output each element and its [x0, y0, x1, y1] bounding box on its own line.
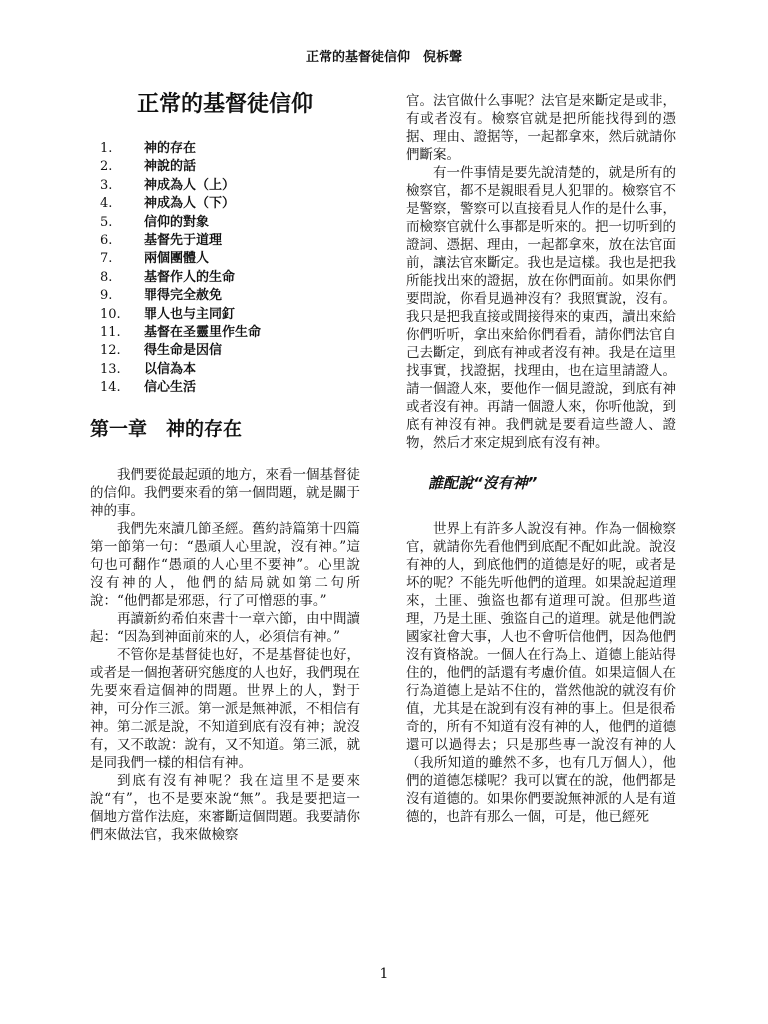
toc-item: 11. 基督在圣靈里作生命	[100, 325, 262, 341]
paragraph: 有一件事情是要先說清楚的，就是所有的檢察官，都不是親眼看見人犯罪的。檢察官不是警察，警察可以直接看見人作的是什么事，而檢察官就什么事都是听來的。把一切听到的證詞、憑据、理由，一起都拿來，放在法官面前，讓法官來斷定。我也是這樣。我也是把我所能找出來的證据，放在你們面前。如果你們要問說，你看見過神沒有？我照實說，沒有。我只是把我直接或間接得來的東西，讀出來給你們听听，拿出來給你們看看，請你們法官自己去斷定，到底有神或者沒有神。我是在這里找事實，找證据，找理由，也在這里請證人。請一個證人來，要他作一個見證說，到底有神或者沒有神。再請一個證人來，你听他說，到底有神沒有神。我們就是要看這些證人、證物，然后才來定規到底有沒有神。	[406, 165, 676, 451]
left-column	[90, 92, 360, 844]
page-number: 1	[379, 966, 389, 982]
toc-item: 4. 神成為人（下）	[100, 196, 236, 212]
chapter-heading: 第一章 神的存在	[90, 417, 243, 440]
toc-item: 3. 神成為人（上）	[100, 177, 236, 193]
right-column	[406, 92, 676, 826]
table-of-contents	[90, 140, 360, 398]
running-head: 正常的基督徒信仰 倪柝聲	[305, 50, 462, 65]
document-title: 正常的基督徒信仰	[136, 92, 313, 117]
toc-item: 9. 罪得完全赦免	[100, 288, 223, 304]
paragraph: 世界上有許多人說沒有神。作為一個檢察官，就請你先看他們到底配不配如此說。說沒有神的人，到底他們的道德是好的呢，或者是坏的呢？不能先听他們的道理。如果說起道理來，土匪、強盜也都有道理可說。但那些道理，乃是土匪、強盜自己的道理。就是他們說國家社會大事，人也不會听信他們，因為他們沒有資格說。一個人在行為上、道德上能站得住的，他們的話還有考慮价值。如果這個人在行為道德上是站不住的，當然他說的就沒有价值，尤其是在說到有沒有神的事上。但是很希奇的，所有不知道有沒有神的人，他們的道德還可以過得去；只是那些專一說沒有神的人（我所知道的雖然不多，也有几万個人），他們的道德怎樣呢？我可以實在的說，他們都是沒有道德的。如果你們要說無神派的人是有道德的，也許有那么一個，可是，他已經死	[406, 521, 676, 825]
toc-item: 12. 得生命是因信	[100, 343, 223, 359]
toc-item: 13. 以信為本	[100, 361, 197, 377]
toc-item: 8. 基督作人的生命	[100, 269, 236, 285]
paragraph: 不管你是基督徒也好，不是基督徒也好，或者是一個抱著研究態度的人也好，我們現在先要來看這個神的問題。世界上的人，對于神，可分作三派。第一派是無神派，不相信有神。第二派是說，不知道到底有沒有神；說沒有，又不敢說：說有，又不知道。第三派，就是同我們一樣的相信有神。	[90, 646, 360, 771]
paragraph: 我們先來讀几節圣經。舊約詩篇第十四篇第一節第一句：“愚頑人心里說，沒有神。”這句也可翻作“愚頑的人心里不要神”。心里說沒有神的人，他們的結局就如第二句所說：“他們都是邪惡，行了可憎惡的事。”	[90, 520, 360, 609]
toc-item: 1. 神的存在	[100, 141, 197, 156]
toc-item: 2. 神說的話	[100, 159, 197, 175]
paragraph: 到底有沒有神呢？我在這里不是要來說“有”，也不是要來說“無”。我是要把這一個地方當作法庭，來審斷這個問題。我要請你們來做法官，我來做檢察	[90, 772, 360, 843]
toc-item: 14. 信心生活	[100, 380, 197, 396]
toc-item: 6. 基督先于道理	[100, 233, 223, 249]
toc-item: 10. 罪人也与主同釘	[100, 306, 236, 322]
section-subheading: 誰配說“沒有神”	[428, 474, 538, 492]
toc-item: 7. 兩個團體人	[100, 251, 210, 267]
toc-item: 5. 信仰的對象	[100, 214, 210, 230]
paragraph: 再讀新約希伯來書十一章六節，由中間讀起：“因為到神面前來的人，必須信有神。”	[90, 610, 360, 645]
paragraph-continued: 官。法官做什么事呢？法官是來斷定是或非，有或者沒有。檢察官就是把所能找得到的憑据、理由、證据等，一起都拿來，然后就請你們斷案。	[406, 93, 676, 163]
paragraph: 我們要從最起頭的地方，來看一個基督徒的信仰。我們要來看的第一個問題，就是關于神的事。	[90, 466, 360, 519]
